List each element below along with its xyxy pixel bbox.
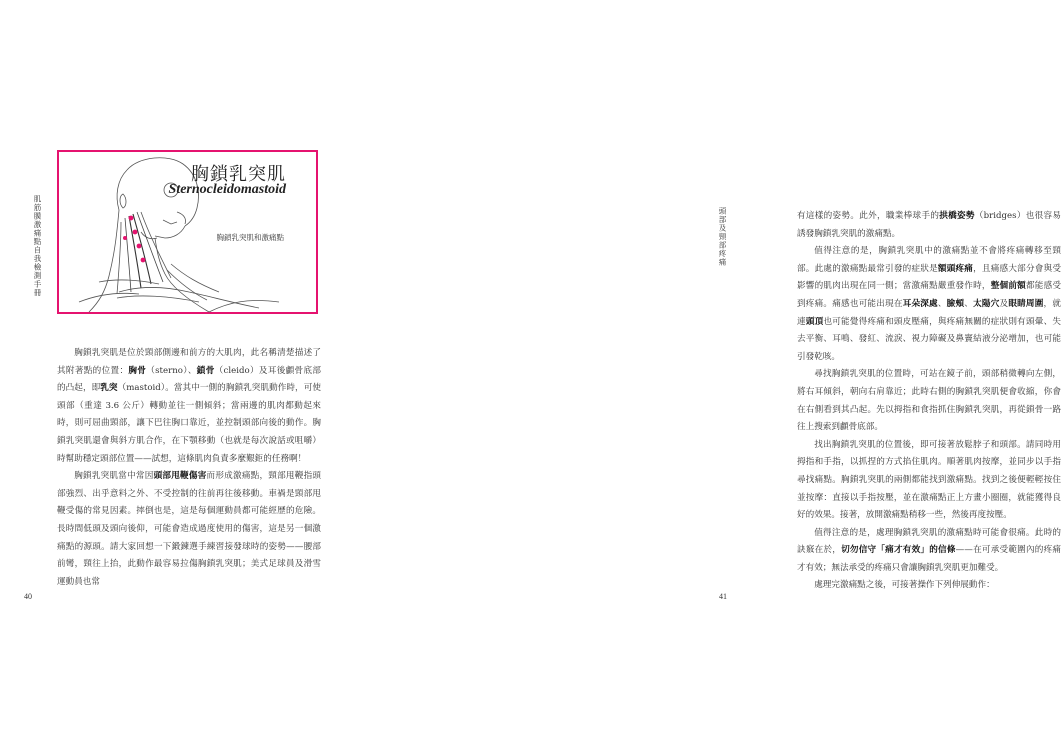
left-page (0, 0, 375, 750)
paragraph (797, 208, 1061, 243)
paragraph (797, 525, 1061, 578)
text-run: 及 (999, 298, 1009, 309)
paragraph (797, 577, 1061, 595)
text-run: 、 (937, 298, 947, 309)
figure-box (57, 150, 318, 314)
text-run: 、 (964, 298, 974, 309)
right-page (375, 0, 1061, 750)
text-run: （sterno）、 (146, 365, 197, 376)
text-run: （bridges）也很容易誘發胸鎖乳突肌的激痛點。 (797, 211, 1061, 239)
bold-phrase: 耳朵深處 (902, 298, 938, 309)
paragraph (57, 468, 321, 591)
page-number-left: 40 (24, 592, 32, 601)
bold-phrase: 整個前額 (990, 281, 1026, 292)
bold-phrase: 額頭疼痛 (937, 263, 974, 274)
text-run: 都能感受到疼痛。痛感也可能出現在 (797, 281, 1061, 309)
running-head-left: 肌筋膜激痛點自我檢測手冊 (33, 195, 42, 297)
text-run: ，就連 (797, 298, 1061, 327)
paragraph (797, 366, 1061, 436)
text-run: 值得注意的是，胸鎖乳突肌中的激痛點並不會將疼痛轉移至頸部。此處的激痛點最常引發的症狀是 (797, 246, 1061, 274)
paragraph (797, 437, 1061, 525)
figure-title: 胸鎖乳突肌 (191, 164, 286, 185)
text-run: 值得注意的是，處理胸鎖乳突肌的激痛點時可能會很痛。此時的訣竅在於， (797, 527, 1061, 556)
text-run: 而形成激痛點，頸部甩鞭指頭部強烈、出乎意料之外、不受控制的往前再往後移動。車禍是頸部甩鞭受傷的常見因素。摔倒也是，這是每個運動員都可能經歷的危險。長時間低頭及頭向後仰，可能會造成過度使用的傷害，這是另一個激痛點的源頭。請大家回想一下鍛鍊選手練習接發球時的姿勢——腰部前彎，頸往上抬，此動作最容易拉傷胸鎖乳突肌；美式足球員及滑雪運動員也常 (57, 471, 321, 587)
bold-phrase: 鎖骨 (196, 365, 215, 376)
text-run: 處理完激痛點之後，可接著操作下列伸展動作： (814, 580, 995, 591)
page-number-right: 41 (719, 592, 727, 601)
bold-phrase: 頭部甩鞭傷害 (153, 471, 207, 482)
bold-phrase: 太陽穴 (973, 298, 1000, 309)
text-run: 胸鎖乳突肌當中常因 (74, 471, 154, 482)
text-run: ，且痛感大部分會與受影響的肌肉出現在同一側；當激痛點嚴重發作時， (797, 263, 1061, 292)
figure-latin-name: Sternocleidomastoid (168, 182, 286, 197)
text-run: 有這樣的姿勢。此外，職業棒球手的 (797, 211, 940, 221)
text-run: 尋找胸鎖乳突肌的位置時，可站在鏡子前，頭部稍微轉向左側，將右耳傾斜，朝向右肩靠近；此時右側的胸鎖乳突肌便會收縮，你會在右側看到其凸起。先以拇指和食指抓住胸鎖乳突肌，再從鎖骨一路往上搜索到顱骨底部。 (797, 369, 1061, 433)
paragraph (797, 243, 1061, 366)
paragraph (57, 345, 321, 468)
bold-phrase: 乳突 (100, 383, 118, 394)
bold-phrase: 拱橋姿勢 (939, 211, 975, 221)
bold-phrase: 胸骨 (128, 365, 147, 376)
right-body-text (797, 208, 1061, 595)
running-head-right: 頭部及頸部疼痛 (718, 207, 727, 267)
bold-phrase: 臉頰 (946, 298, 965, 309)
text-run: 也可能覺得疼痛和頭皮壓痛，與疼痛無關的症狀則有頭暈、失去平衡、耳鳴、發紅、流淚、視力障礙及鼻竇結液分泌增加，也可能引發乾咳。 (797, 316, 1061, 362)
figure-caption: 胸鎖乳突肌和激痛點 (216, 233, 284, 242)
text-run: （cleido）及耳後顱骨底部的凸起，即 (57, 365, 321, 394)
bold-phrase: 頭頂 (805, 316, 824, 327)
text-run: （mastoid）。當其中一側的胸鎖乳突肌動作時，可使頭部（重達 3.6 公斤）轉動並往一側傾斜；當兩邊的肌肉都動起來時，則可屈曲頸部，讓下巴往胸口靠近，並控制頭部向後的動作。胸鎖乳突肌還會與斜方肌合作，在下顎移動（也就是每次說話或咀嚼）時幫助穩定頭部位置——試想，這條肌肉負責多麼艱鉅的任務啊！ (57, 383, 321, 464)
bold-phrase: 眼睛周圍 (1008, 298, 1044, 309)
text-run: 找出胸鎖乳突肌的位置後，即可接著放鬆脖子和頭部。請同時用拇指和手指，以抓捏的方式掐住肌肉。順著肌肉按摩，並同步以手指尋找痛點。胸鎖乳突肌的兩側都能找到激痛點。找到之後便輕輕按住並按摩：直接以手指按壓，並在激痛點正上方畫小圈圈，就能獲得良好的效果。接著，放開激痛點稍移一些，然後再度按壓。 (797, 439, 1061, 521)
bold-phrase: 切勿信守「痛才有效」的信條 (841, 545, 956, 556)
text-run: 胸鎖乳突肌是位於頸部側邊和前方的大肌肉，此名稱清楚描述了其附著點的位置： (57, 348, 321, 376)
text-run: ——在可承受範圍內的疼痛才有效；無法承受的疼痛只會讓胸鎖乳突肌更加難受。 (797, 545, 1061, 573)
left-body-text (57, 345, 321, 591)
